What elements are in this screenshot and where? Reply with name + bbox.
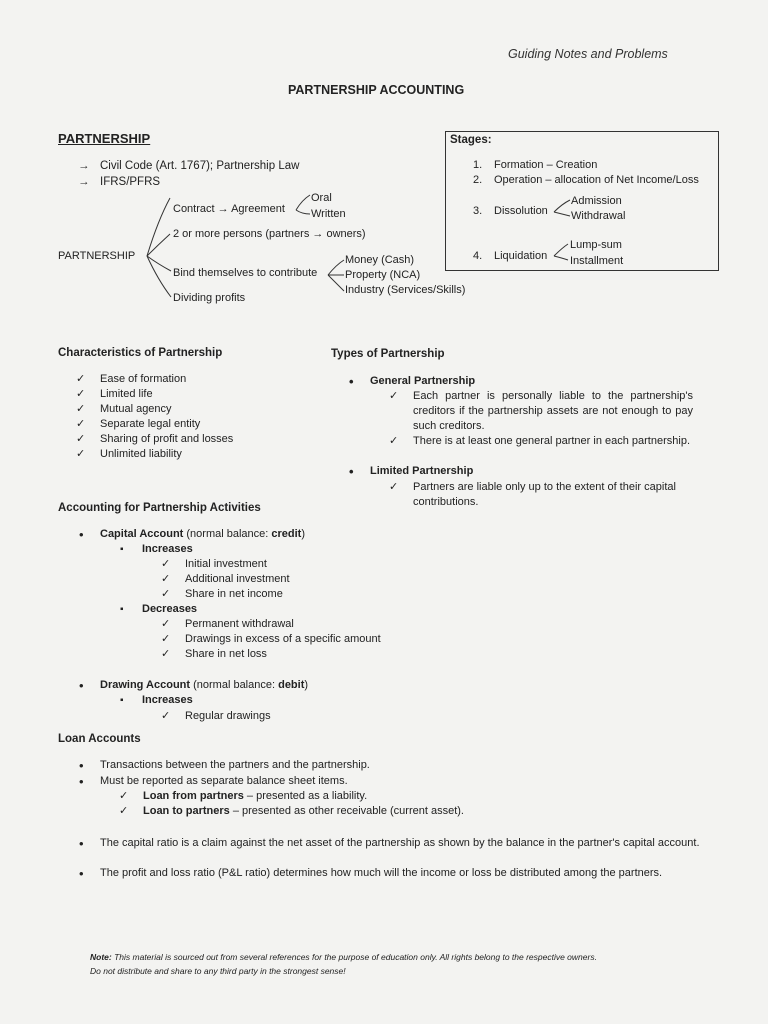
char-item: ✓ Separate legal entity [100,417,200,432]
page-title: PARTNERSHIP ACCOUNTING [288,83,465,97]
types-heading: Types of Partnership [331,348,445,360]
capital-increases: ▪ Increases [142,542,193,557]
tree-oral: Oral [311,192,332,204]
drawing-balance: debit [278,679,305,691]
stage-liquidation: Liquidation [494,250,548,262]
type-limited-item: ✓ Partners are liable only up to the extent of their capital contributions. [413,480,698,510]
capital-ratio: • The capital ratio is a claim against the net asset of the partnership as shown by the balance in the partner's capital account. [100,836,700,851]
tree-root: PARTNERSHIP [58,250,136,262]
tree-persons-pre: 2 or more persons (partners [173,228,310,240]
capital-paren-open: (normal balance: [183,528,272,540]
stage-withdrawal: Withdrawal [571,210,626,222]
char-item: ✓ Mutual agency [100,402,172,417]
stage-number-3: 3. [473,205,483,217]
footer-note-label: Note: [90,952,112,962]
arrow-icon: → [217,203,229,215]
drawing-account-label: Drawing Account [100,679,191,691]
stage-number-4: 4. [473,250,483,262]
capital-account-label: Capital Account [100,528,184,540]
characteristics-heading: Characteristics of Partnership [58,347,223,359]
stage-lump-sum: Lump-sum [570,239,622,251]
tree-contract-agreement [173,202,285,217]
footer-note-line1 [90,951,597,964]
drawing-item: ✓ Regular drawings [185,709,271,724]
stage-operation: Operation – allocation of Net Income/Loss [494,174,699,186]
capital-account-line [100,527,305,542]
stage-number-2: 2. [473,174,483,186]
capital-increase-item: ✓ Share in net income [185,587,283,602]
drawing-increases: ▪ Increases [142,693,193,708]
capital-balance: credit [271,528,302,540]
stage-dissolution: Dissolution [494,205,548,217]
loan-to-partners [143,804,464,819]
type-general: • General Partnership [370,374,475,389]
loan-heading: Loan Accounts [58,733,141,745]
loan-from-label: Loan from partners [143,790,244,802]
tree-persons [173,227,366,242]
char-item: ✓ Sharing of profit and losses [100,432,233,447]
header-note: Guiding Notes and Problems [508,47,668,61]
tree-property: Property (NCA) [345,269,421,281]
stage-number-1: 1. [473,159,483,171]
type-general-item: ✓ Each partner is personally liable to the partnership's creditors if the partnership assets are not enough to pay such creditors. [413,389,693,434]
capital-increase-item: ✓ Additional investment [185,572,290,587]
loan-to-label: Loan to partners [143,805,230,817]
drawing-paren-close: ) [304,679,309,691]
stage-formation: Formation – Creation [494,159,598,171]
capital-decreases: ▪ Decreases [142,602,197,617]
tree-bind: Bind themselves to contribute [173,267,318,279]
tree-industry: Industry (Services/Skills) [345,284,466,296]
capital-paren-close: ) [301,528,306,540]
capital-decrease-item: ✓ Permanent withdrawal [185,617,294,632]
char-item: ✓ Limited life [100,387,153,402]
accounting-heading: Accounting for Partnership Activities [58,502,261,514]
tree-contract: Contract [173,203,215,215]
tree-dividing: Dividing profits [173,292,246,304]
ref-ifrs: → IFRS/PFRS [100,175,160,190]
capital-decrease-item: ✓ Drawings in excess of a specific amount [185,632,381,647]
tree-money: Money (Cash) [345,254,415,266]
stage-admission: Admission [571,195,622,207]
footer-note-text: This material is sourced out from several references for the purpose of education only. All rights belong to the respective owners. [111,952,597,962]
arrow-icon: → [312,228,324,240]
footer-note-line2: Do not distribute and share to any third party in the strongest sense! [90,966,346,976]
partnership-heading: PARTNERSHIP [58,131,151,146]
char-item: ✓ Ease of formation [100,372,186,387]
tree-agreement: Agreement [231,203,285,215]
pl-ratio: • The profit and loss ratio (P&L ratio) determines how much will the income or loss be distributed among the partners. [100,866,662,881]
tree-persons-post: owners) [326,228,366,240]
type-limited: • Limited Partnership [370,464,473,479]
ref-civil-code: → Civil Code (Art. 1767); Partnership Law [100,159,299,174]
drawing-paren-open: (normal balance: [190,679,279,691]
type-general-item: ✓ There is at least one general partner in each partnership. [413,434,693,449]
char-item: ✓ Unlimited liability [100,447,182,462]
drawing-account-line [100,678,308,693]
tree-written: Written [311,208,346,220]
loan-bullet: • Must be reported as separate balance sheet items. [100,774,348,789]
loan-from-text: – presented as a liability. [243,790,368,802]
loan-bullet: • Transactions between the partners and the partnership. [100,758,370,773]
loan-to-text: – presented as other receivable (current asset). [229,805,464,817]
loan-from-partners [143,789,367,804]
stages-heading: Stages: [450,134,492,146]
stage-installment: Installment [570,255,624,267]
capital-increase-item: ✓ Initial investment [185,557,267,572]
capital-decrease-item: ✓ Share in net loss [185,647,267,662]
